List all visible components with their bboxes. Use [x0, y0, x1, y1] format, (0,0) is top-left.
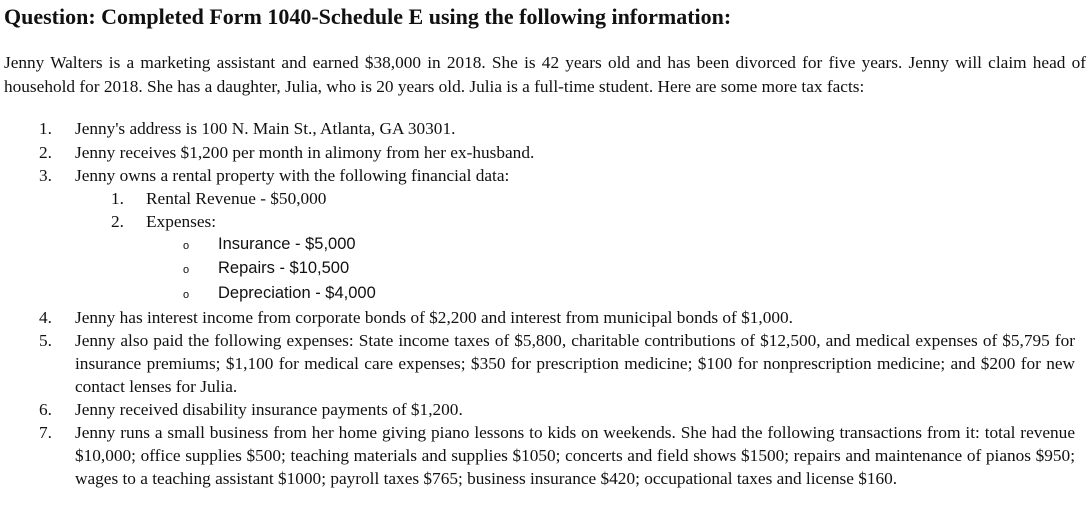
item-text: Jenny receives $1,200 per month in alimony from her ex-husband. [75, 143, 535, 162]
item-number: 4. [39, 308, 52, 327]
item-number: 6. [39, 400, 52, 419]
rental-item-text: Rental Revenue - $50,000 [146, 189, 327, 208]
item-text: Jenny has interest income from corporate bonds of $2,200 and interest from municipal bonds of $1,000. [75, 308, 793, 327]
item-text: Jenny runs a small business from her home giving piano lessons to kids on weekends. She had the following transactions from it: total revenue $10,000; office supplies $500; teaching materials and supplies $1050; concerts and field shows $1500; repairs and maintenance of pianos $950; wages to a teaching assistant $1000; payroll taxes $765; business insurance $420; occupational taxes and license $160. [75, 423, 1075, 488]
expense-item: Repairs - $10,500 [218, 259, 350, 277]
item-number: 7. [39, 423, 52, 442]
item-text: Jenny received disability insurance payments of $1,200. [75, 400, 463, 419]
expense-item: Depreciation - $4,000 [218, 284, 376, 302]
rental-item-text: Expenses: [146, 212, 217, 231]
question-title: Question: Completed Form 1040-Schedule E using the following information: [4, 4, 732, 29]
bullet-icon: o [183, 240, 190, 252]
item-text: Jenny owns a rental property with the following financial data: [75, 166, 510, 185]
expense-item: Insurance - $5,000 [218, 235, 356, 253]
item-number: 5. [39, 331, 52, 350]
item-text: Jenny's address is 100 N. Main St., Atlanta, GA 30301. [75, 119, 456, 138]
bullet-icon: o [183, 289, 190, 301]
intro-paragraph: Jenny Walters is a marketing assistant and earned $38,000 in 2018. She is 42 years old and has been divorced for five years. Jenny will claim head of household for 2018. She has a daughter, Julia, who is 20 years old. Julia is a full-time student. Here are some more tax facts: [4, 53, 1086, 96]
item-number: 2. [39, 143, 52, 162]
bullet-icon: o [183, 264, 190, 276]
rental-item-number: 2. [111, 212, 124, 231]
item-text: Jenny also paid the following expenses: State income taxes of $5,800, charitable contributions of $12,500, and medical expenses of $5,795 for insurance premiums; $1,100 for medical care expenses; $350 for prescription medicine; $100 for nonprescription medicine; and $200 for new contact lenses for Julia. [75, 331, 1075, 396]
item-number: 3. [39, 166, 52, 185]
rental-item-number: 1. [111, 189, 124, 208]
item-number: 1. [39, 119, 52, 138]
